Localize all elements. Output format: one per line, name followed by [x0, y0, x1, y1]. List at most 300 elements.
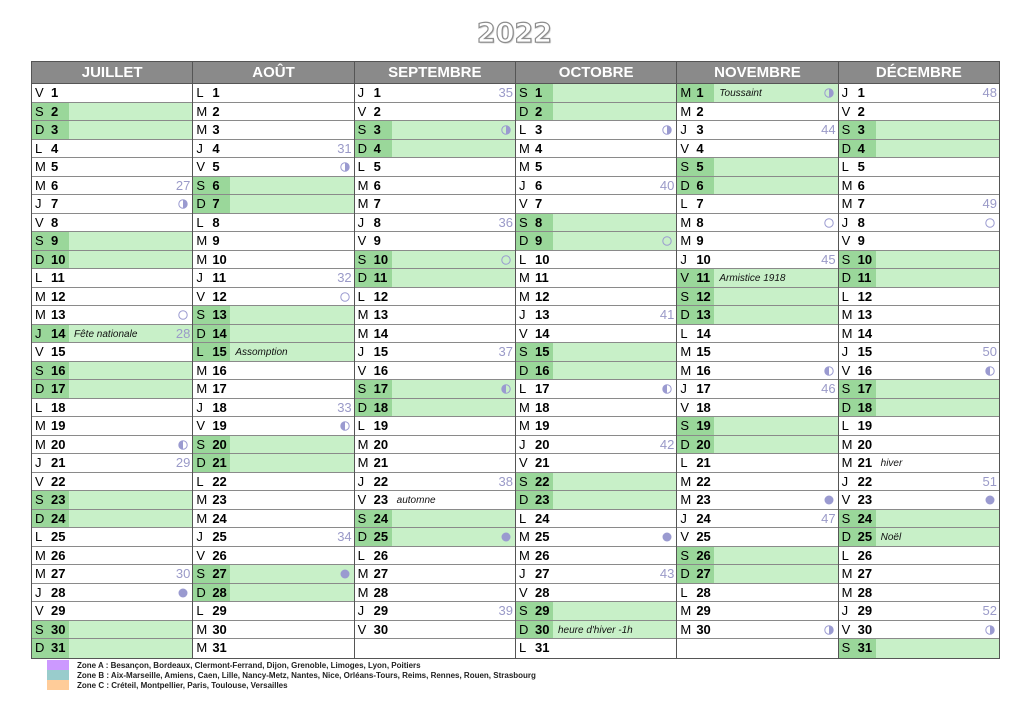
day-number: 7 [857, 196, 865, 211]
weekday-letter: L [193, 343, 209, 361]
weekday-letter: D [32, 121, 48, 139]
day-row [32, 177, 192, 196]
day-number: 19 [857, 418, 873, 433]
day-number: 11 [51, 270, 65, 285]
day-number: 19 [212, 418, 227, 433]
day-row [32, 491, 192, 510]
weekday-letter: L [518, 122, 527, 137]
weekday-letter: M [680, 214, 692, 230]
zone-color-swatch [47, 670, 69, 680]
day-row [193, 399, 353, 418]
day-row [677, 195, 837, 214]
day-row [32, 195, 192, 214]
weekday-letter: L [518, 381, 527, 396]
weekday-letter: L [680, 325, 688, 341]
day-number: 28 [696, 584, 711, 600]
day-row [677, 251, 837, 270]
weekday-letter: V [518, 584, 528, 600]
day-number: 25 [212, 529, 227, 544]
weekday-letter: S [839, 380, 855, 398]
day-number: 28 [534, 584, 550, 600]
day-number: 27 [51, 566, 66, 581]
week-number: 30 [175, 566, 191, 581]
day-row [839, 343, 999, 362]
weekday-letter: J [357, 214, 365, 230]
weekday-letter: M [357, 436, 369, 452]
day-number: 19 [51, 418, 66, 433]
day-row [677, 380, 837, 399]
day-number: 17 [48, 380, 69, 398]
weekday-letter: D [839, 399, 855, 417]
day-row [677, 584, 837, 603]
day-number: 6 [51, 177, 59, 193]
weekday-letter: J [196, 270, 203, 285]
day-number: 13 [209, 306, 230, 324]
weekday-letter: S [516, 343, 532, 361]
day-row [32, 639, 192, 658]
weekday-letter: V [35, 473, 44, 489]
weekday-letter: D [516, 491, 532, 509]
day-row [516, 547, 676, 566]
weekday-letter: S [355, 380, 371, 398]
day-row [839, 621, 999, 640]
month-header: NOVEMBRE [677, 62, 837, 84]
weekday-letter: V [357, 621, 367, 637]
day-number: 4 [534, 140, 543, 156]
day-note: Armistice 1918 [719, 273, 786, 284]
weekday-letter: M [680, 621, 692, 637]
weekday-letter: D [355, 140, 371, 158]
weekday-letter: L [196, 473, 204, 489]
day-number: 1 [693, 84, 714, 102]
weekday-letter: D [516, 103, 532, 121]
weekday-letter: D [355, 269, 371, 287]
day-number: 14 [696, 325, 711, 341]
day-number: 27 [693, 565, 714, 583]
weekday-letter: D [32, 380, 48, 398]
weekday-letter: M [35, 566, 46, 581]
day-number: 14 [48, 325, 69, 343]
day-number: 20 [373, 436, 389, 452]
day-number: 15 [51, 344, 66, 359]
weekday-letter: J [518, 177, 526, 193]
day-row [516, 232, 676, 251]
weekday-letter: S [32, 491, 48, 509]
day-row [32, 602, 192, 621]
day-number: 5 [373, 159, 381, 174]
weekday-letter: M [680, 233, 692, 248]
weekday-letter: L [35, 140, 43, 156]
weekday-letter: S [355, 251, 371, 269]
weekday-letter: S [516, 473, 532, 491]
day-row [32, 269, 192, 288]
day-number: 10 [855, 251, 876, 269]
day-row [355, 602, 515, 621]
weekday-letter: J [357, 85, 365, 100]
day-row [32, 584, 192, 603]
day-number: 16 [857, 362, 873, 378]
day-row [516, 399, 676, 418]
weekday-letter: S [32, 362, 48, 380]
day-number: 3 [855, 121, 876, 139]
day-number: 26 [534, 547, 550, 563]
day-number: 4 [371, 140, 392, 158]
weekday-letter: L [357, 159, 365, 174]
day-number: 6 [693, 177, 714, 195]
day-number: 25 [534, 529, 550, 544]
weekday-letter: M [518, 547, 530, 563]
weekday-letter: L [841, 547, 849, 563]
weekday-letter: M [680, 103, 692, 119]
day-row [32, 288, 192, 307]
month-header: SEPTEMBRE [355, 62, 515, 84]
day-number: 10 [696, 251, 711, 267]
day-number: 13 [534, 307, 550, 322]
zone-color-swatch [47, 680, 69, 690]
day-number: 31 [212, 640, 227, 655]
day-number: 12 [212, 288, 227, 304]
weekday-letter: S [355, 510, 371, 528]
week-number: 52 [982, 603, 997, 618]
day-number: 30 [373, 621, 389, 637]
day-number: 12 [373, 288, 389, 304]
day-number: 16 [212, 362, 227, 378]
day-row [516, 454, 676, 473]
day-number: 12 [693, 288, 714, 306]
day-row [355, 140, 515, 159]
weekday-letter: M [35, 547, 46, 563]
day-number: 9 [696, 233, 704, 248]
day-number: 18 [212, 399, 227, 415]
weekday-letter: L [518, 251, 527, 267]
day-row [677, 158, 837, 177]
year-title: 2022 [476, 18, 553, 49]
day-number: 23 [532, 491, 553, 509]
day-row [193, 84, 353, 103]
weekday-letter: M [518, 288, 530, 304]
day-number: 20 [857, 436, 873, 452]
day-row [839, 158, 999, 177]
day-row [839, 195, 999, 214]
weekday-letter: M [680, 473, 692, 489]
day-number: 29 [696, 603, 711, 618]
day-row [677, 103, 837, 122]
day-number: 1 [51, 85, 59, 100]
day-row [839, 528, 999, 547]
week-number: 37 [498, 344, 513, 359]
day-number: 16 [532, 362, 553, 380]
day-row [193, 251, 353, 270]
weekday-letter: J [35, 584, 42, 600]
day-row [516, 121, 676, 140]
day-number: 20 [534, 436, 550, 452]
weekday-letter: D [839, 140, 855, 158]
weekday-letter: M [518, 140, 530, 156]
weekday-letter: M [680, 492, 692, 507]
weekday-letter: S [839, 251, 855, 269]
day-row [516, 380, 676, 399]
day-row [193, 362, 353, 381]
day-row [677, 491, 837, 510]
day-row [677, 436, 837, 455]
day-row [355, 121, 515, 140]
weekday-letter: J [680, 510, 687, 526]
week-number: 29 [175, 455, 191, 470]
empty-day-row [677, 639, 837, 658]
weekday-letter: S [677, 158, 693, 176]
day-row [193, 473, 353, 492]
day-row [677, 121, 837, 140]
day-row [193, 380, 353, 399]
day-row [193, 325, 353, 344]
day-note: hiver [880, 458, 903, 469]
weekday-letter: J [518, 307, 526, 322]
day-number: 14 [373, 325, 389, 341]
day-number: 3 [371, 121, 392, 139]
day-number: 20 [209, 436, 230, 454]
day-number: 29 [51, 603, 66, 618]
day-number: 6 [373, 177, 381, 193]
weekday-letter: D [677, 565, 693, 583]
day-number: 24 [696, 510, 711, 526]
day-row [516, 269, 676, 288]
day-row [32, 454, 192, 473]
day-row [516, 436, 676, 455]
weekday-letter: S [32, 232, 48, 250]
weekday-letter: L [357, 547, 365, 563]
day-number: 22 [373, 473, 389, 489]
day-row [839, 362, 999, 381]
day-number: 25 [696, 529, 711, 544]
day-row [677, 362, 837, 381]
day-number: 1 [212, 85, 220, 100]
day-row [193, 547, 353, 566]
legend-row [47, 660, 536, 670]
weekday-letter: S [677, 547, 693, 565]
week-number: 48 [982, 85, 997, 100]
day-row [193, 214, 353, 233]
week-number: 39 [498, 603, 513, 618]
weekday-letter: L [357, 288, 365, 304]
day-number: 2 [857, 103, 865, 119]
day-row [355, 473, 515, 492]
day-row [839, 473, 999, 492]
weekday-letter: V [35, 214, 44, 230]
day-number: 22 [857, 473, 873, 489]
day-number: 29 [532, 602, 553, 620]
weekday-letter: D [516, 232, 532, 250]
day-number: 12 [534, 288, 550, 304]
day-row [839, 510, 999, 529]
weekday-letter: M [841, 307, 853, 322]
day-row [677, 214, 837, 233]
weekday-letter: M [357, 325, 369, 341]
day-row [516, 362, 676, 381]
week-number: 32 [337, 270, 352, 285]
day-row [193, 269, 353, 288]
day-row [516, 288, 676, 307]
legend-row [47, 670, 536, 680]
day-number: 4 [696, 140, 704, 156]
day-row [355, 195, 515, 214]
weekday-letter: M [518, 270, 530, 285]
month-column [516, 62, 677, 658]
weekday-letter: D [193, 325, 209, 343]
day-number: 31 [48, 639, 69, 658]
weekday-letter: M [841, 584, 853, 600]
weekday-letter: V [196, 159, 205, 174]
week-number: 42 [659, 436, 675, 452]
day-row [839, 306, 999, 325]
week-number: 28 [175, 325, 191, 341]
weekday-letter: V [196, 547, 205, 563]
weekday-letter: V [841, 492, 851, 507]
weekday-letter: L [196, 85, 204, 100]
day-row [193, 140, 353, 159]
day-number: 15 [532, 343, 553, 361]
day-number: 19 [534, 418, 550, 433]
day-number: 18 [371, 399, 392, 417]
day-row [516, 639, 676, 658]
day-row [355, 510, 515, 529]
weekday-letter: V [35, 603, 44, 618]
day-row [32, 565, 192, 584]
day-number: 21 [209, 454, 230, 472]
day-number: 17 [212, 381, 227, 396]
day-number: 5 [857, 159, 865, 174]
day-number: 19 [693, 417, 714, 435]
day-row [193, 177, 353, 196]
day-row [193, 491, 353, 510]
day-number: 19 [373, 418, 389, 433]
day-row [193, 158, 353, 177]
weekday-letter: V [357, 103, 367, 119]
day-number: 13 [373, 307, 389, 322]
day-row [677, 325, 837, 344]
day-number: 28 [857, 584, 873, 600]
day-number: 10 [212, 251, 227, 267]
month-column [677, 62, 838, 658]
weekday-letter: M [35, 307, 46, 322]
day-row [193, 621, 353, 640]
day-number: 2 [532, 103, 553, 121]
day-row [839, 251, 999, 270]
day-number: 23 [212, 492, 227, 507]
day-number: 15 [696, 344, 711, 359]
day-row [193, 232, 353, 251]
weekday-letter: D [677, 436, 693, 454]
weekday-letter: S [516, 602, 532, 620]
weekday-letter: J [841, 85, 849, 100]
weekday-letter: J [357, 344, 365, 359]
day-row [193, 288, 353, 307]
weekday-letter: S [839, 121, 855, 139]
weekday-letter: M [357, 177, 369, 193]
weekday-letter: J [841, 344, 849, 359]
day-number: 27 [373, 566, 389, 581]
weekday-letter: J [196, 140, 203, 156]
day-row [32, 473, 192, 492]
month-header: JUILLET [32, 62, 192, 84]
weekday-letter: J [32, 325, 48, 343]
weekday-letter: V [518, 455, 528, 470]
day-row [32, 325, 192, 344]
day-row [516, 306, 676, 325]
day-row [355, 343, 515, 362]
day-number: 18 [855, 399, 876, 417]
weekday-letter: L [680, 196, 688, 211]
weekday-letter: M [35, 177, 46, 193]
weekday-letter: J [841, 214, 849, 230]
day-row [193, 103, 353, 122]
day-row [193, 343, 353, 362]
day-row [516, 177, 676, 196]
day-number: 7 [373, 196, 381, 211]
day-number: 17 [534, 381, 550, 396]
day-number: 20 [51, 436, 66, 452]
day-row [677, 547, 837, 566]
day-number: 22 [51, 473, 66, 489]
day-number: 29 [857, 603, 873, 618]
weekday-letter: D [677, 306, 693, 324]
week-number: 47 [821, 510, 836, 526]
weekday-letter: D [32, 510, 48, 528]
day-row [516, 417, 676, 436]
day-number: 17 [696, 381, 711, 396]
day-row [839, 417, 999, 436]
day-row [32, 343, 192, 362]
day-row [839, 121, 999, 140]
weekday-letter: S [839, 510, 855, 528]
day-number: 8 [857, 214, 865, 230]
week-number: 50 [982, 344, 997, 359]
day-number: 22 [696, 473, 711, 489]
day-number: 3 [696, 122, 704, 137]
day-row [839, 325, 999, 344]
day-number: 9 [857, 233, 865, 248]
day-row [516, 140, 676, 159]
day-number: 29 [212, 603, 227, 618]
weekday-letter: S [677, 288, 693, 306]
day-number: 7 [209, 195, 230, 213]
day-row [355, 158, 515, 177]
day-row [839, 584, 999, 603]
weekday-letter: M [196, 233, 208, 248]
day-number: 2 [212, 103, 220, 119]
day-row [516, 473, 676, 492]
day-row [32, 84, 192, 103]
day-row [355, 565, 515, 584]
day-note: heure d'hiver -1h [557, 624, 633, 636]
day-row [193, 639, 353, 658]
weekday-letter: S [193, 436, 209, 454]
weekday-letter: S [32, 103, 48, 121]
weekday-letter: M [357, 307, 369, 322]
day-row [193, 417, 353, 436]
weekday-letter: M [196, 251, 208, 267]
month-column [193, 62, 354, 658]
day-row [355, 269, 515, 288]
day-number: 26 [857, 547, 873, 563]
weekday-letter: S [516, 214, 532, 232]
day-number: 3 [48, 121, 69, 139]
day-row [677, 343, 837, 362]
day-number: 3 [212, 122, 220, 137]
day-row [193, 584, 353, 603]
day-row [355, 399, 515, 418]
day-number: 31 [534, 640, 550, 655]
weekday-letter: V [518, 196, 528, 211]
